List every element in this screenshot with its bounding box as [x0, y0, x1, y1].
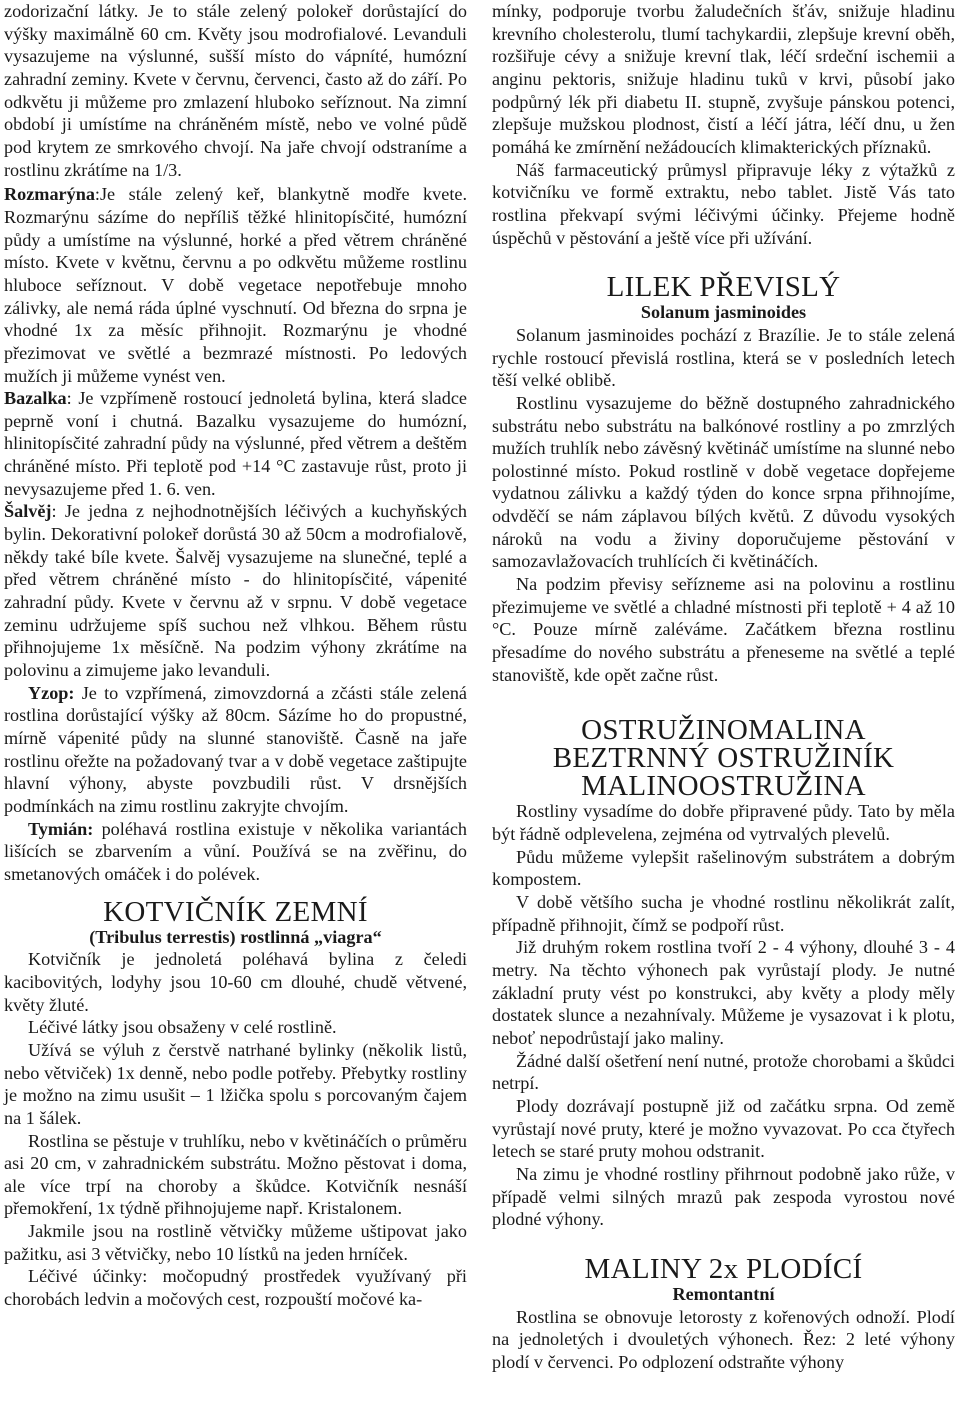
hyssop-paragraph	[4, 682, 467, 818]
kotvicnik-paragraph-2: Léčivé látky jsou obsaženy v celé rostlině.	[28, 1017, 337, 1038]
right-column	[492, 0, 955, 1373]
ostruzino-paragraph-1: Rostliny vysadíme do dobře připravené půdy. Tato by měla být řádně odplevelena, zejména od vytrvalých plevelů.	[492, 801, 955, 845]
basil-paragraph	[4, 387, 467, 500]
ostruzino-paragraph-6: Plody dozrávají postupně již od začátku srpna. Od země vyrůstají nové pruty, které je možno vyvazovat. Po cca čtyřech letech se staré pruty mohou odstranit.	[492, 1095, 955, 1162]
sage-lead: Šalvěj	[4, 501, 52, 522]
kotvicnik-paragraph-3: Užívá se výluh z čerstvě natrhané bylinky (několik listů, nebo větviček) 1x denně, nebo podle potřeby. Přebytky rostliny je možno na zimu usušit – 1 lžička spolu s porcovaným čajem na 1 šálek.	[4, 1039, 467, 1128]
kotvicnik-paragraph-5: Jakmile jsou na rostlině větvičky můžeme uštipovat jako pažitku, asi 3 větvičky, nebo 10 lístků na jeden hrníček.	[4, 1221, 467, 1264]
thyme-lead: Tymián:	[28, 818, 94, 839]
thyme-text: poléhavá rostlina existuje v několika variantách lišících se zbarvením a vůní. Používá se na zvěřinu, do smetanových omáček i do polévek.	[4, 818, 467, 884]
ostruzino-paragraph-2: Půdu můžeme vylepšit rašelinovým substrátem a dobrým kompostem.	[492, 846, 955, 890]
lilek-paragraph-2: Rostlinu vysazujeme do běžně dostupného zahradnického substrátu nebo substrátu na balkónové rostliny a po zmrzlých mužích truhlík nebo závěsný květináč umístíme na slunné nebo polostinné místo. Pokud rostlině v době vegetace dopřejeme vydatnou zálivku a každý týden do konce srpna přihnojíme, odvděčí se nám záplavou bílých květů. Z důvodu vysokých nároků na vodu a živiny doporučujeme pěstování v samozavlažovacích truhlících či květináčích.	[492, 392, 955, 572]
maliny-paragraph-1: Rostlina se obnovuje letorosty z kořenových odnoží. Plodí na jednoletých i dvouletých výhonech. Řez: 2 leté výhony plodí v červenci. Po odplození odstraňte výhony	[492, 1306, 955, 1372]
sage-text: : Je jedna z nejhodnotnějších léčivých a kuchyňských bylin. Dekorativní polokeř dorůstá 30 až 50cm a modrofialově, někdy také bíle kvete. Šalvěj vysazujeme na slunečné, teplé a před větrem chráněné místo - do hlinitopísčité, vápenité zahradní půdy. Kvete v červnu až v srpnu. V době vegetace zeminu udržujeme spíš suchou než vlhkou. Během růstu přihnojujeme 1x měsíčně. Na podzim výhony zkrátíme na polovinu a zimujeme jako levanduli.	[4, 501, 467, 681]
kotvicnik-closing-paragraph: Náš farmaceutický průmysl připravuje léky z výtažků z kotvičníku ve formě extraktu, nebo tablet. Jistě Vás tato rostlina překvapí svými léčivými účinky. Přejeme hodně úspěchů v pěstování a ještě více při užívání.	[492, 159, 955, 248]
section-subheading-lilek: Solanum jasminoides	[640, 302, 807, 323]
section-heading-lilek: LILEK PŘEVISLÝ	[606, 271, 841, 304]
section-subheading-maliny: Remontantní	[672, 1283, 775, 1304]
rosemary-lead: Rozmarýna	[4, 184, 95, 205]
section-heading-kotvicnik: KOTVIČNÍK ZEMNÍ	[103, 895, 368, 928]
hyssop-text: Je to vzpřímená, zimovzdorná a zčásti stále zelená rostlina dorůstající výšky až 80cm. Sázíme ho do propustné, mírně vápenité půdy na slunné stanoviště. Časně na jaře rostlinu ořežte na požadovaný tvar a v době vegetace zaštipujte hlavní výhony, abyste povzbudili růst. V drsnějších podmínkách na zimu rostlinu zakryjte chvojím.	[4, 682, 467, 816]
kotvicnik-continuation: mínky, podporuje tvorbu žaludečních šťáv, snižuje hladinu krevního cholesterolu, tlumí tachykardii, zlepšuje krevní oběh, rozšiřuje cévy a snižuje krevní tlak, léčí srdeční ischemii a anginu pektoris, snižuje hladinu tuků v krvi, působí jako podpůrný lék při diabetu II. stupně, zvyšuje pánskou potenci, zlepšuje mužskou plodnost, čistí a léčí játra, léčí dnu, u žen pomáhá ke zmírnění nežádoucích klimakterických příznaků.	[492, 1, 955, 157]
kotvicnik-paragraph-4: Rostlina se pěstuje v truhlíku, nebo v květináčích o průměru asi 20 cm, v zahradnickém substrátu. Možno pěstovat i doma, ale více trpí na choroby a škůdce. Kotvičník nesnáší přemokření, 1x týdně přihnojujeme např. Kristalonem.	[4, 1130, 467, 1219]
section-heading-beztrnny-ostruzinik: BEZTRNNÝ OSTRUŽINÍK	[552, 742, 895, 775]
rosemary-paragraph	[4, 183, 467, 387]
lilek-paragraph-1: Solanum jasminoides pochází z Brazílie. Je to stále zelená rychle rostoucí převislá rostlina, která se v posledních letech těší velké oblibě.	[492, 324, 955, 391]
ostruzino-paragraph-4: Již druhým rokem rostlina tvoří 2 - 4 výhony, dlouhé 3 - 4 metry. Na těchto výhonech pak vyrůstají plody. Je nutné základní pruty vést po konstrukci, aby květy a plody měly dostatek slunce a nezahnívaly. Můžeme je vysazovat i k plotu, neboť nepodrůstají jako maliny.	[492, 937, 955, 1048]
basil-lead: Bazalka	[4, 388, 67, 409]
hyssop-lead: Yzop:	[28, 682, 75, 703]
thyme-paragraph	[4, 818, 467, 886]
lavender-paragraph: zodorizační látky. Je to stále zelený polokeř dorůstající do výšky maximálně 60 cm. Květy jsou modrofialové. Levanduli vysazujeme na výslunné, sušší místo do vápníté, humózní zahradní zeminy. Kvete v červnu, červenci, často až do září. Po odkvětu ji můžeme pro zmlazení hluboko seříznout. Na zimní období ji umístíme na chráněném místě, nebo ve volné půdě pod krytem ze smrkového chvojí. Na jaře chvojí odstraníme a rostlinu zkrátíme na 1/3.	[4, 1, 467, 180]
section-heading-ostruzinomalina: OSTRUŽINOMALINA	[581, 714, 866, 747]
left-column	[4, 0, 467, 1311]
sage-paragraph	[4, 500, 467, 681]
basil-text: : Je vzpřímeně rostoucí jednoletá bylina, která sladce peprně voní i chutná. Bazalku vysazujeme do humózní, hlinitopísčité zahradní půdy na výslunné, před větrem a deštěm chráněné místo. Při teplotě pod +14 °C zastavuje růst, proto ji nevysazujeme před 1. 6. ven.	[4, 388, 467, 499]
ostruzino-paragraph-3: V době většího sucha je vhodné rostlinu několikrát zalít, případně přihnojit, čímž se podpoří růst.	[492, 892, 955, 935]
kotvicnik-paragraph-1: Kotvičník je jednoletá poléhavá bylina z čeledi kacibovitých, lodyhy jsou 10-60 cm dlouhé, chudě větvené, květy žluté.	[4, 949, 467, 1015]
section-subheading-kotvicnik: (Tribulus terrestis) rostlinná „viagra“	[89, 926, 382, 947]
section-heading-malinoostruzina: MALINOOSTRUŽINA	[581, 770, 866, 803]
ostruzino-paragraph-5: Žádné další ošetření není nutné, protože chorobami a škůdci netrpí.	[492, 1050, 955, 1094]
lilek-paragraph-3: Na podzim převisy seřízneme asi na polovinu a rostlinu přezimujeme ve světlé a chladné místnosti při teplotě + 4 až 10 °C. Pouze mírně zaléváme. Začátkem března rostlinu přesadíme do nového substrátu a přeneseme na světlé a teplé stanoviště, kde opět začne růst.	[492, 574, 955, 685]
kotvicnik-paragraph-6: Léčivé účinky: močopudný prostředek využívaný při chorobách ledvin a močových cest, rozpouští močové ka-	[4, 1266, 467, 1310]
rosemary-text: :Je stále zelený keř, blankytně modře kvete. Rozmarýnu sázíme do nepříliš těžké hlinitopísčité, humózní půdy a umístíme na výslunné, horké a před větrem chráněné místo. Kvete v květnu, červnu a po odkvětu můžeme rostlinu hluboce seříznout. V době vegetace nepotřebuje mnoho zálivky, ale nemá ráda úplné vyschnutí. Od března do srpna je vhodné 1x za měsíc přihnojit. Rozmarýnu je vhodné přezimovat ve světlé a bezmrazé místnosti. Po ledových mužích ji můžeme vynést ven.	[4, 184, 467, 386]
section-heading-maliny: MALINY 2x PLODÍCÍ	[584, 1252, 863, 1285]
ostruzino-paragraph-7: Na zimu je vhodné rostliny přihrnout podobně jako růže, v případě velmi silných mrazů pak zespoda vyrostou nové plodné výhony.	[492, 1163, 955, 1230]
